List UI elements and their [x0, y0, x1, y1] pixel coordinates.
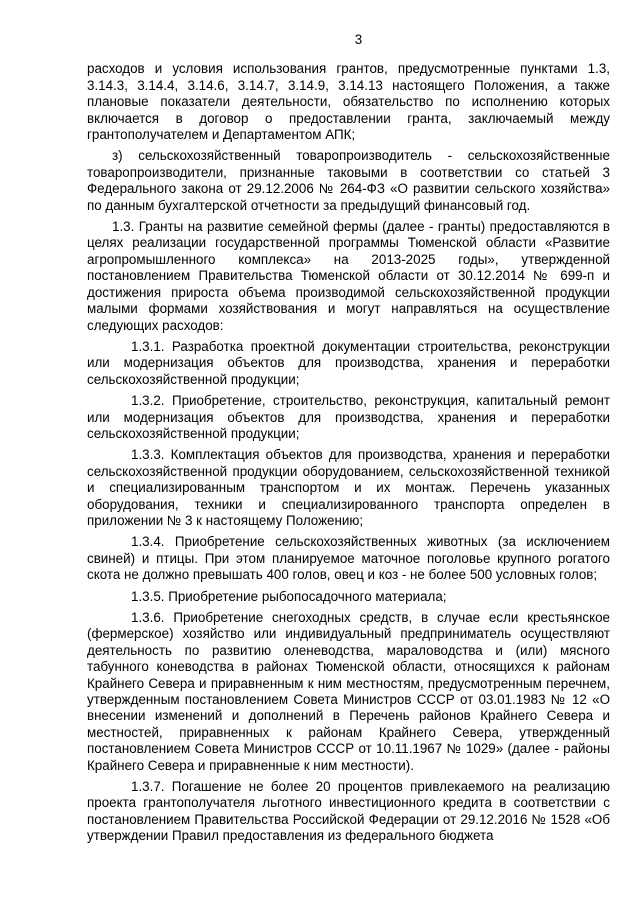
document-body [87, 61, 610, 844]
page-number: 3 [354, 32, 363, 47]
paragraph: 1.3.1. Разработка проектной документации строительства, реконструкции или модернизация объектов для производства, хранения и переработки сельскохозяйственной продукции; [87, 338, 610, 387]
paragraph: 1.3.6. Приобретение снегоходных средств, в случае если крестьянское (фермерское) хозяйство или индивидуальный предприниматель осуществляют деятельность по развитию оленеводства, мараловодства и (или) мясного табунного коневодства в районах Тюменской области, относящихся к районам Крайнего Севера и приравненным к ним местностям, предусмотренным перечнем, утвержденным постановлением Совета Министров СССР от 03.01.1983 № 12 «О внесении изменений и дополнений в Перечень районов Крайнего Севера и местностей, приравненных к районам Крайнего Севера, утвержденный постановлением Совета Министров СССР от 10.11.1967 № 1029» (далее - районы Крайнего Севера и приравненные к ним местности). [87, 610, 610, 773]
paragraph: 1.3.3. Комплектация объектов для производства, хранения и переработки сельскохозяйственной продукции оборудованием, сельскохозяйственной техникой и специализированным транспортом и их монтаж. Перечень указанных оборудования, техники и специализированного транспорта определен в приложении № 3 к настоящему Положению; [87, 447, 610, 528]
paragraph: 1.3.7. Погашение не более 20 процентов привлекаемого на реализацию проекта грантополучателя льготного инвестиционного кредита в соответствии с постановлением Правительства Российской Федерации от 29.12.2016 № 1528 «Об утверждении Правил предоставления из федерального бюджета [87, 779, 610, 844]
paragraph: 1.3.2. Приобретение, строительство, реконструкция, капитальный ремонт или модернизация объектов для производства, хранения и переработки сельскохозяйственной продукции; [87, 393, 610, 441]
paragraph: 1.3. Гранты на развитие семейной фермы (далее - гранты) предоставляются в целях реализации государственной программы Тюменской области «Развитие агропромышленного комплекса» на 2013-2025 годы», утвержденной постановлением Правительства Тюменской области от 30.12.2014 № 699-п и достижения прироста объема производимой сельскохозяйственной продукции малыми формами хозяйствования и могут направляться на осуществление следующих расходов: [87, 219, 610, 333]
paragraph: 1.3.4. Приобретение сельскохозяйственных животных (за исключением свиней) и птицы. При этом планируемое маточное поголовье крупного рогатого скота не должно превышать 400 голов, овец и коз - не более 500 условных голов; [87, 534, 610, 583]
paragraph: 1.3.5. Приобретение рыбопосадочного материала; [131, 588, 447, 604]
paragraph: з) сельскохозяйственный товаропроизводитель - сельскохозяйственные товаропроизводители, признанные таковыми в соответствии со статьей 3 Федерального закона от 29.12.2006 № 264-ФЗ «О развитии сельского хозяйства» по данным бухгалтерской отчетности за предыдущий финансовый год. [87, 148, 610, 213]
paragraph: расходов и условия использования грантов, предусмотренные пунктами 1.3, 3.14.3, 3.14.4, 3.14.6, 3.14.7, 3.14.9, 3.14.13 настоящего Положения, а также плановые показатели деятельности, обязательство по исполнению которых включается в договор о предоставлении гранта, заключаемый между грантополучателем и Департаментом АПК; [87, 61, 610, 143]
